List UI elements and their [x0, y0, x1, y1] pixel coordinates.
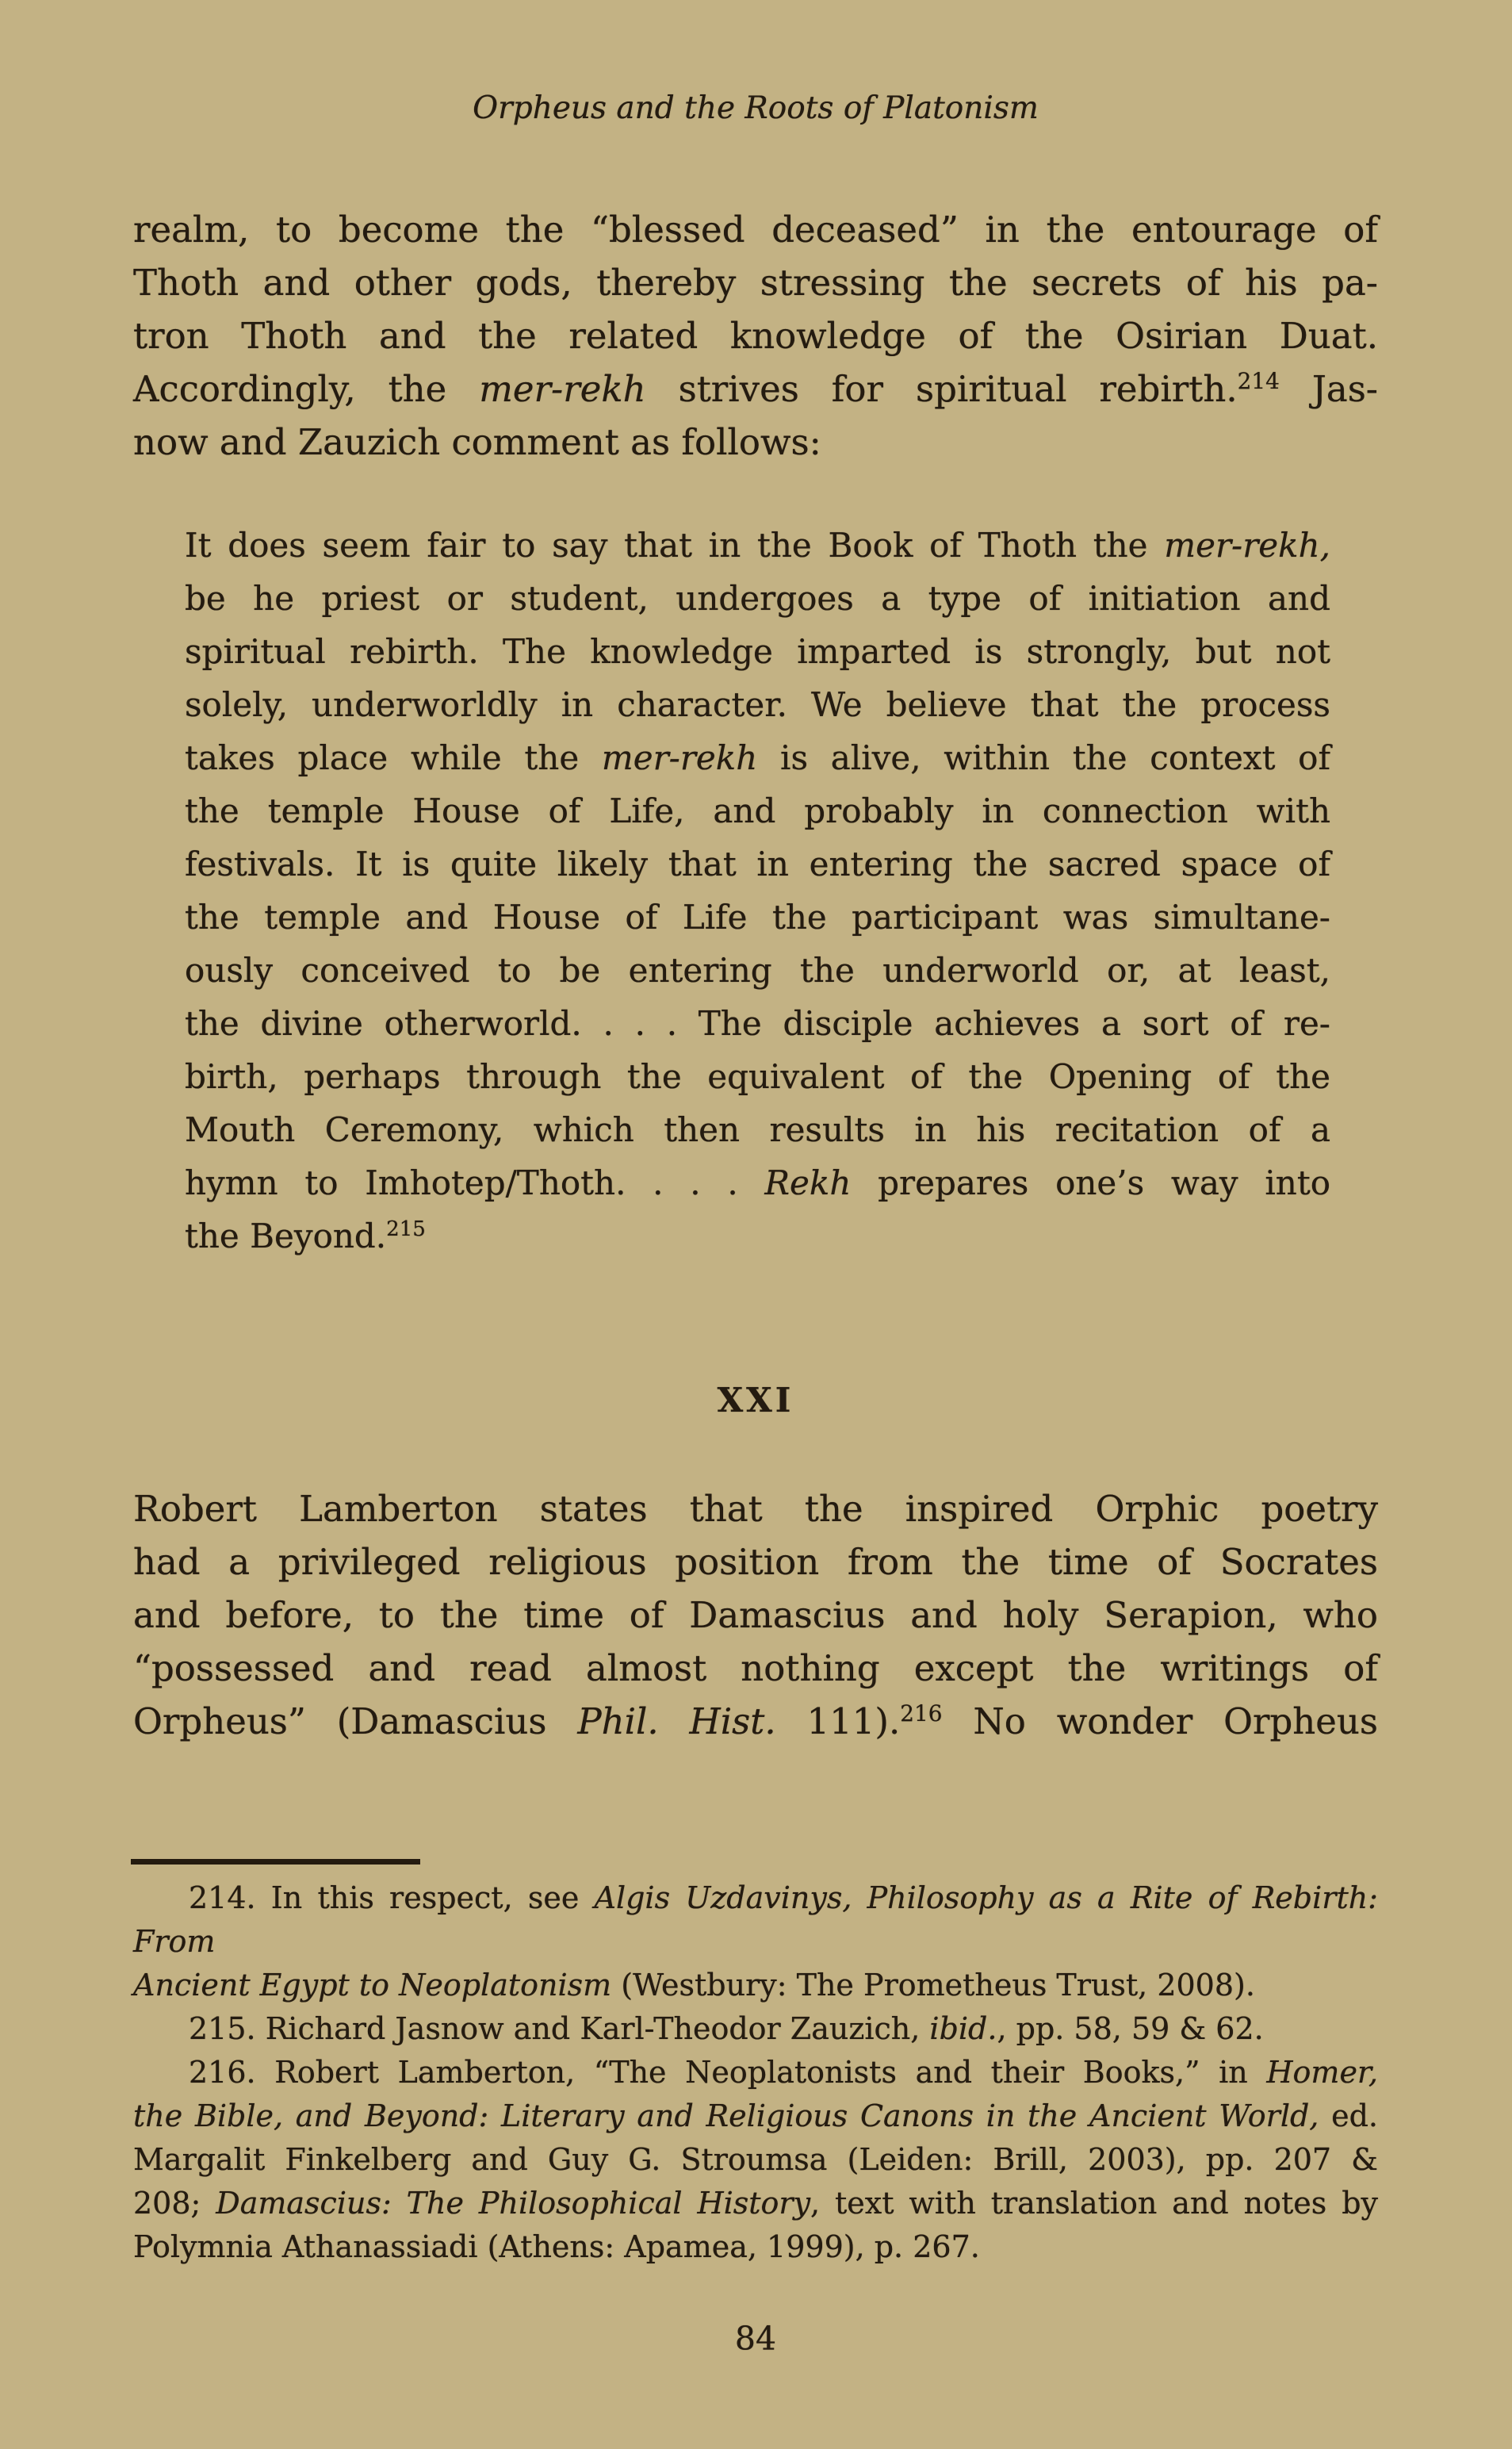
text-line: It does seem fair to say that in the Book of Thoth the mer-rekh, [185, 526, 1330, 565]
text-line: tron Thoth and the related knowledge of the Osirian Duat. [133, 315, 1378, 357]
text-line: be he priest or student, undergoes a type of initiation and [185, 579, 1330, 618]
paragraph-realm [133, 203, 1378, 469]
text-line: festivals. It is quite likely that in entering the sacred space of [185, 845, 1330, 883]
text-line: 208; Damascius: The Philosophical History, text with translation and notes by [133, 2186, 1378, 2221]
text-line: the Beyond.$^{215}$ [185, 1217, 426, 1255]
text-line: the temple and House of Life the participant was simultane- [185, 898, 1330, 937]
text-line: birth, perhaps through the equivalent of the Opening of the [185, 1057, 1330, 1096]
section-heading-xxi: XXI [717, 1381, 794, 1420]
text-line: the Bible, and Beyond: Literary and Religious Canons in the Ancient World, ed. [133, 2098, 1378, 2133]
text-line: now and Zauzich comment as follows: [133, 421, 821, 463]
text-line: Accordingly, the mer-rekh strives for spiritual rebirth.$^{214}$ Jas- [133, 368, 1378, 410]
text-line: and before, to the time of Damascius and holy Serapion, who [133, 1594, 1378, 1636]
text-line: Mouth Ceremony, which then results in his recitation of a [185, 1110, 1330, 1149]
text-line: “possessed and read almost nothing except the writings of [133, 1647, 1378, 1689]
footnote-ref: 214 [1237, 368, 1280, 394]
text-line: realm, to become the “blessed deceased” in the entourage of [133, 209, 1378, 251]
text-line: spiritual rebirth. The knowledge imparted is strongly, but not [185, 632, 1330, 671]
text-line: Ancient Egypt to Neoplatonism (Westbury: The Prometheus Trust, 2008). [133, 1968, 1255, 2003]
page-number: 84 [734, 2320, 777, 2358]
text-line: Margalit Finkelberg and Guy G. Stroumsa (Leiden: Brill, 2003), pp. 207 & [133, 2142, 1378, 2177]
footnote-ref: 216 [900, 1700, 943, 1727]
text-line: Orpheus” (Damascius Phil. Hist. 111).$^{216}$ No wonder Orpheus [133, 1700, 1378, 1742]
text-line: hymn to Imhotep/Thoth. . . . Rekh prepares one’s way into [185, 1163, 1331, 1202]
text-line: 214. In this respect, see Algis Uzdavinys, Philosophy as a Rite of Rebirth: From [133, 1880, 1378, 1959]
footnote-separator-rule [131, 1859, 420, 1865]
running-header: Orpheus and the Roots of Platonism [473, 90, 1039, 126]
footnote-ref: 215 [386, 1217, 426, 1241]
text-line: 216. Robert Lamberton, “The Neoplatonists and their Books,” in Homer, [189, 2055, 1378, 2090]
text-line: the divine otherworld. . . . The disciple achieves a sort of re- [185, 1004, 1330, 1043]
text-line: takes place while the mer-rekh is alive, within the context of [185, 738, 1331, 777]
text-line: Polymnia Athanassiadi (Athens: Apamea, 1999), p. 267. [133, 2229, 980, 2264]
text-line: the temple House of Life, and probably in connection with [185, 791, 1330, 830]
text-line: Robert Lamberton states that the inspired Orphic poetry [133, 1488, 1378, 1530]
block-quote-jasnow-zauzich [185, 519, 1330, 1263]
text-line: Thoth and other gods, thereby stressing the secrets of his pa- [133, 262, 1378, 304]
text-line: 215. Richard Jasnow and Karl-Theodor Zauzich, ibid., pp. 58, 59 & 62. [189, 2011, 1264, 2046]
text-line: solely, underworldly in character. We believe that the process [185, 685, 1330, 724]
paragraph-lamberton [133, 1482, 1378, 1748]
text-line: ously conceived to be entering the underworld or, at least, [185, 951, 1330, 990]
text-line: had a privileged religious position from the time of Socrates [133, 1541, 1378, 1583]
footnotes-block [133, 1876, 1378, 2269]
